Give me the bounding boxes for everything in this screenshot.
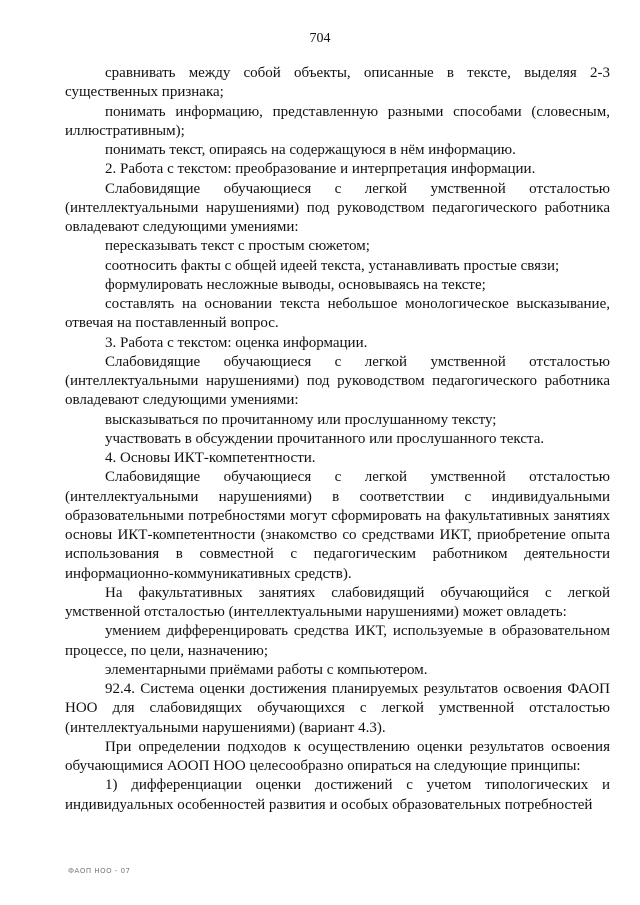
paragraph: На факультативных занятиях слабовидящий обучающийся с легкой умственной отсталостью (интеллектуальными нарушениями) может овладеть: xyxy=(65,584,610,620)
paragraph: соотносить факты с общей идеей текста, устанавливать простые связи; xyxy=(105,257,560,274)
footer-stamp: ФАОП НОО - 07 xyxy=(68,867,131,875)
paragraph: формулировать несложные выводы, основываясь на тексте; xyxy=(105,276,486,293)
paragraph: 1) дифференциации оценки достижений с учетом типологических и индивидуальных особенностей развития и особых образовательных потребностей xyxy=(65,777,610,813)
page-number: 704 xyxy=(309,31,331,46)
paragraph: пересказывать текст с простым сюжетом; xyxy=(105,238,370,255)
document-body xyxy=(65,64,610,815)
paragraph: участвовать в обсуждении прочитанного или прослушанного текста. xyxy=(105,430,545,447)
section-heading: 2. Работа с текстом: преобразование и интерпретация информации. xyxy=(105,161,536,178)
paragraph: элементарными приёмами работы с компьютером. xyxy=(105,661,428,678)
paragraph: При определении подходов к осуществлению оценки результатов освоения обучающимися АООП НОО целесообразно опираться на следующие принципы: xyxy=(65,738,610,774)
section-heading: 3. Работа с текстом: оценка информации. xyxy=(105,334,368,351)
paragraph: понимать информацию, представленную разными способами (словесным, иллюстративным); xyxy=(65,103,610,139)
paragraph: сравнивать между собой объекты, описанные в тексте, выделяя 2-3 существенных признака; xyxy=(65,65,610,101)
paragraph: составлять на основании текста небольшое монологическое высказывание, отвечая на поставленный вопрос. xyxy=(65,296,610,332)
paragraph: Слабовидящие обучающиеся с легкой умственной отсталостью (интеллектуальными нарушениями) в соответствии с индивидуальными образовательными потребностями могут сформировать на факультативных занятиях основы ИКТ-компетентности (знакомство со средствами ИКТ, приобретение опыта использования в совместной с педагогическим работником деятельности информационно-коммуникативных средств). xyxy=(65,469,610,582)
paragraph: умением дифференцировать средства ИКТ, используемые в образовательном процессе, по цели, назначению; xyxy=(65,623,610,659)
paragraph: понимать текст, опираясь на содержащуюся в нём информацию. xyxy=(105,142,516,158)
paragraph: Слабовидящие обучающиеся с легкой умственной отсталостью (интеллектуальными нарушениями) под руководством педагогического работника овладевают следующими умениями: xyxy=(65,180,610,235)
paragraph: высказываться по прочитанному или прослушанному тексту; xyxy=(105,411,497,428)
paragraph: Слабовидящие обучающиеся с легкой умственной отсталостью (интеллектуальными нарушениями) под руководством педагогического работника овладевают следующими умениями: xyxy=(65,353,610,409)
section-heading: 92.4. Система оценки достижения планируемых результатов освоения ФАОП НОО для слабовидящих обучающихся с легкой умственной отсталостью (интеллектуальными нарушениями) (вариант 4.3). xyxy=(65,681,610,736)
section-heading: 4. Основы ИКТ-компетентности. xyxy=(105,450,316,466)
